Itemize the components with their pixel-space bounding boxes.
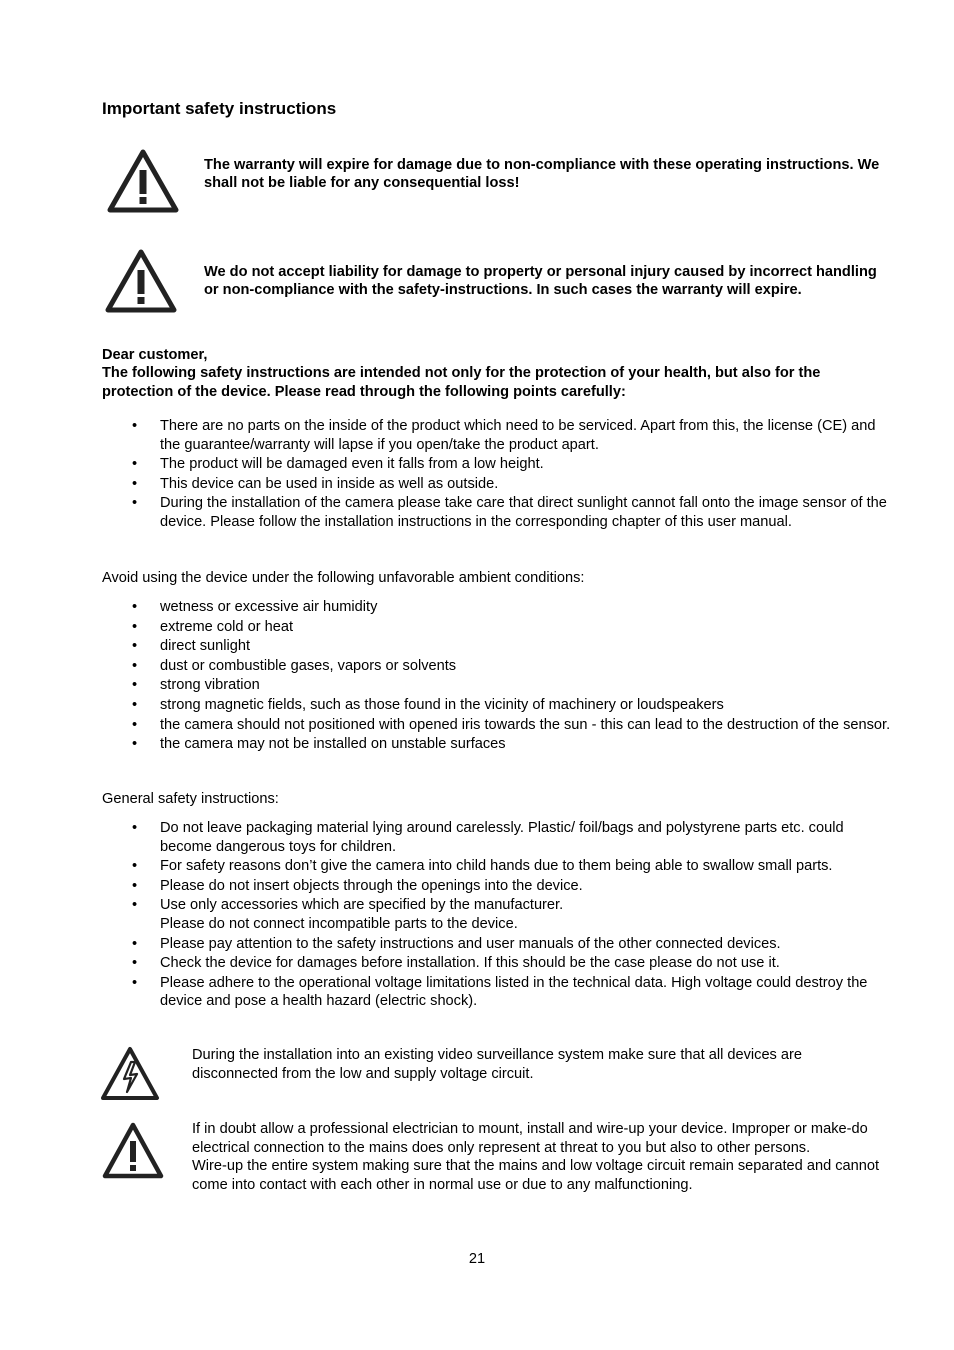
general-heading: General safety instructions: — [102, 791, 279, 807]
list-item: • Do not leave packaging material lying around carelessly. Plastic/ foil/bags and polystyrene parts etc. could become dangerous toys for children. — [132, 820, 844, 855]
warning-text-warranty: The warranty will expire for damage due to non-compliance with these operating instructions. We shall not be liable for any consequential loss! — [204, 157, 880, 192]
list-item: • Please adhere to the operational voltage limitations listed in the technical data. High voltage could destroy the device and pose a health hazard (electric shock). — [132, 974, 868, 1010]
general-list — [102, 819, 892, 1012]
list-item: • Please pay attention to the safety instructions and user manuals of the other connected devices. — [132, 935, 781, 952]
list-item: • wetness or excessive air humidity — [132, 599, 378, 615]
list-item: • strong vibration — [132, 677, 260, 694]
list-item: • During the installation of the camera please take care that direct sunlight cannot fall onto the image sensor of the device. Please follow the installation instructions in the corresponding chapter of this user manual. — [132, 495, 887, 530]
list-item: • Use only accessories which are specified by the manufacturer. Please do not connect incompatible parts to the device. — [132, 897, 564, 932]
safety-points-list — [102, 417, 892, 533]
wiring-text: Wire-up the entire system making sure that the mains and low voltage circuit remain separated and cannot come into contact with each other in normal use or due to any malfunctioning. — [192, 1158, 880, 1193]
list-item: • This device can be used in inside as well as outside. — [132, 475, 499, 492]
intro-text: The following safety instructions are intended not only for the protection of your health, but also for the protection of the device. Please read through the following points carefully: — [102, 365, 821, 400]
list-item: • the camera may not be installed on unstable surfaces — [132, 736, 506, 753]
electrician-text: If in doubt allow a professional electrician to mount, install and wire-up your device. Improper or make-do electrical connection to the mains does only represent at threat to you but also to other persons. — [192, 1121, 868, 1156]
list-item: • the camera should not positioned with opened iris towards the sun - this can lead to the destruction of the sensor. — [132, 716, 891, 733]
ambient-list — [102, 598, 892, 755]
warning-text-liability: We do not accept liability for damage to property or personal injury caused by incorrect handling or non-compliance with the safety-instructions. In such cases the warranty will expire. — [204, 264, 877, 299]
list-item: • For safety reasons don’t give the camera into child hands due to them being able to swallow small parts. — [132, 858, 833, 875]
warning-triangle-icon — [105, 248, 177, 314]
page-number: 21 — [468, 1251, 486, 1267]
list-item: • There are no parts on the inside of the product which need to be serviced. Apart from this, the license (CE) and the guarantee/warranty will lapse if you open/take the product apart. — [132, 418, 876, 453]
list-item: • strong magnetic fields, such as those found in the vicinity of machinery or loudspeakers — [132, 696, 724, 713]
warning-triangle-icon — [102, 1122, 164, 1180]
ambient-heading: Avoid using the device under the following unfavorable ambient conditions: — [102, 570, 585, 586]
list-item: • extreme cold or heat — [132, 618, 294, 635]
warning-triangle-icon — [107, 148, 179, 214]
electrical-notice-electrician — [192, 1120, 892, 1194]
list-item: • Please do not insert objects through the openings into the device. — [132, 877, 583, 894]
list-item: • Check the device for damages before installation. If this should be the case please do not use it. — [132, 955, 780, 972]
list-item: • direct sunlight — [132, 638, 251, 655]
page-title: Important safety instructions — [102, 99, 337, 118]
intro-greeting: Dear customer, — [102, 347, 208, 363]
list-item: • dust or combustible gases, vapors or solvents — [132, 657, 457, 674]
high-voltage-icon — [100, 1046, 160, 1102]
list-item: • The product will be damaged even it falls from a low height. — [132, 456, 544, 473]
electrical-notice-disconnect: During the installation into an existing video surveillance system make sure that all devices are disconnected from the low and supply voltage circuit. — [192, 1047, 803, 1082]
